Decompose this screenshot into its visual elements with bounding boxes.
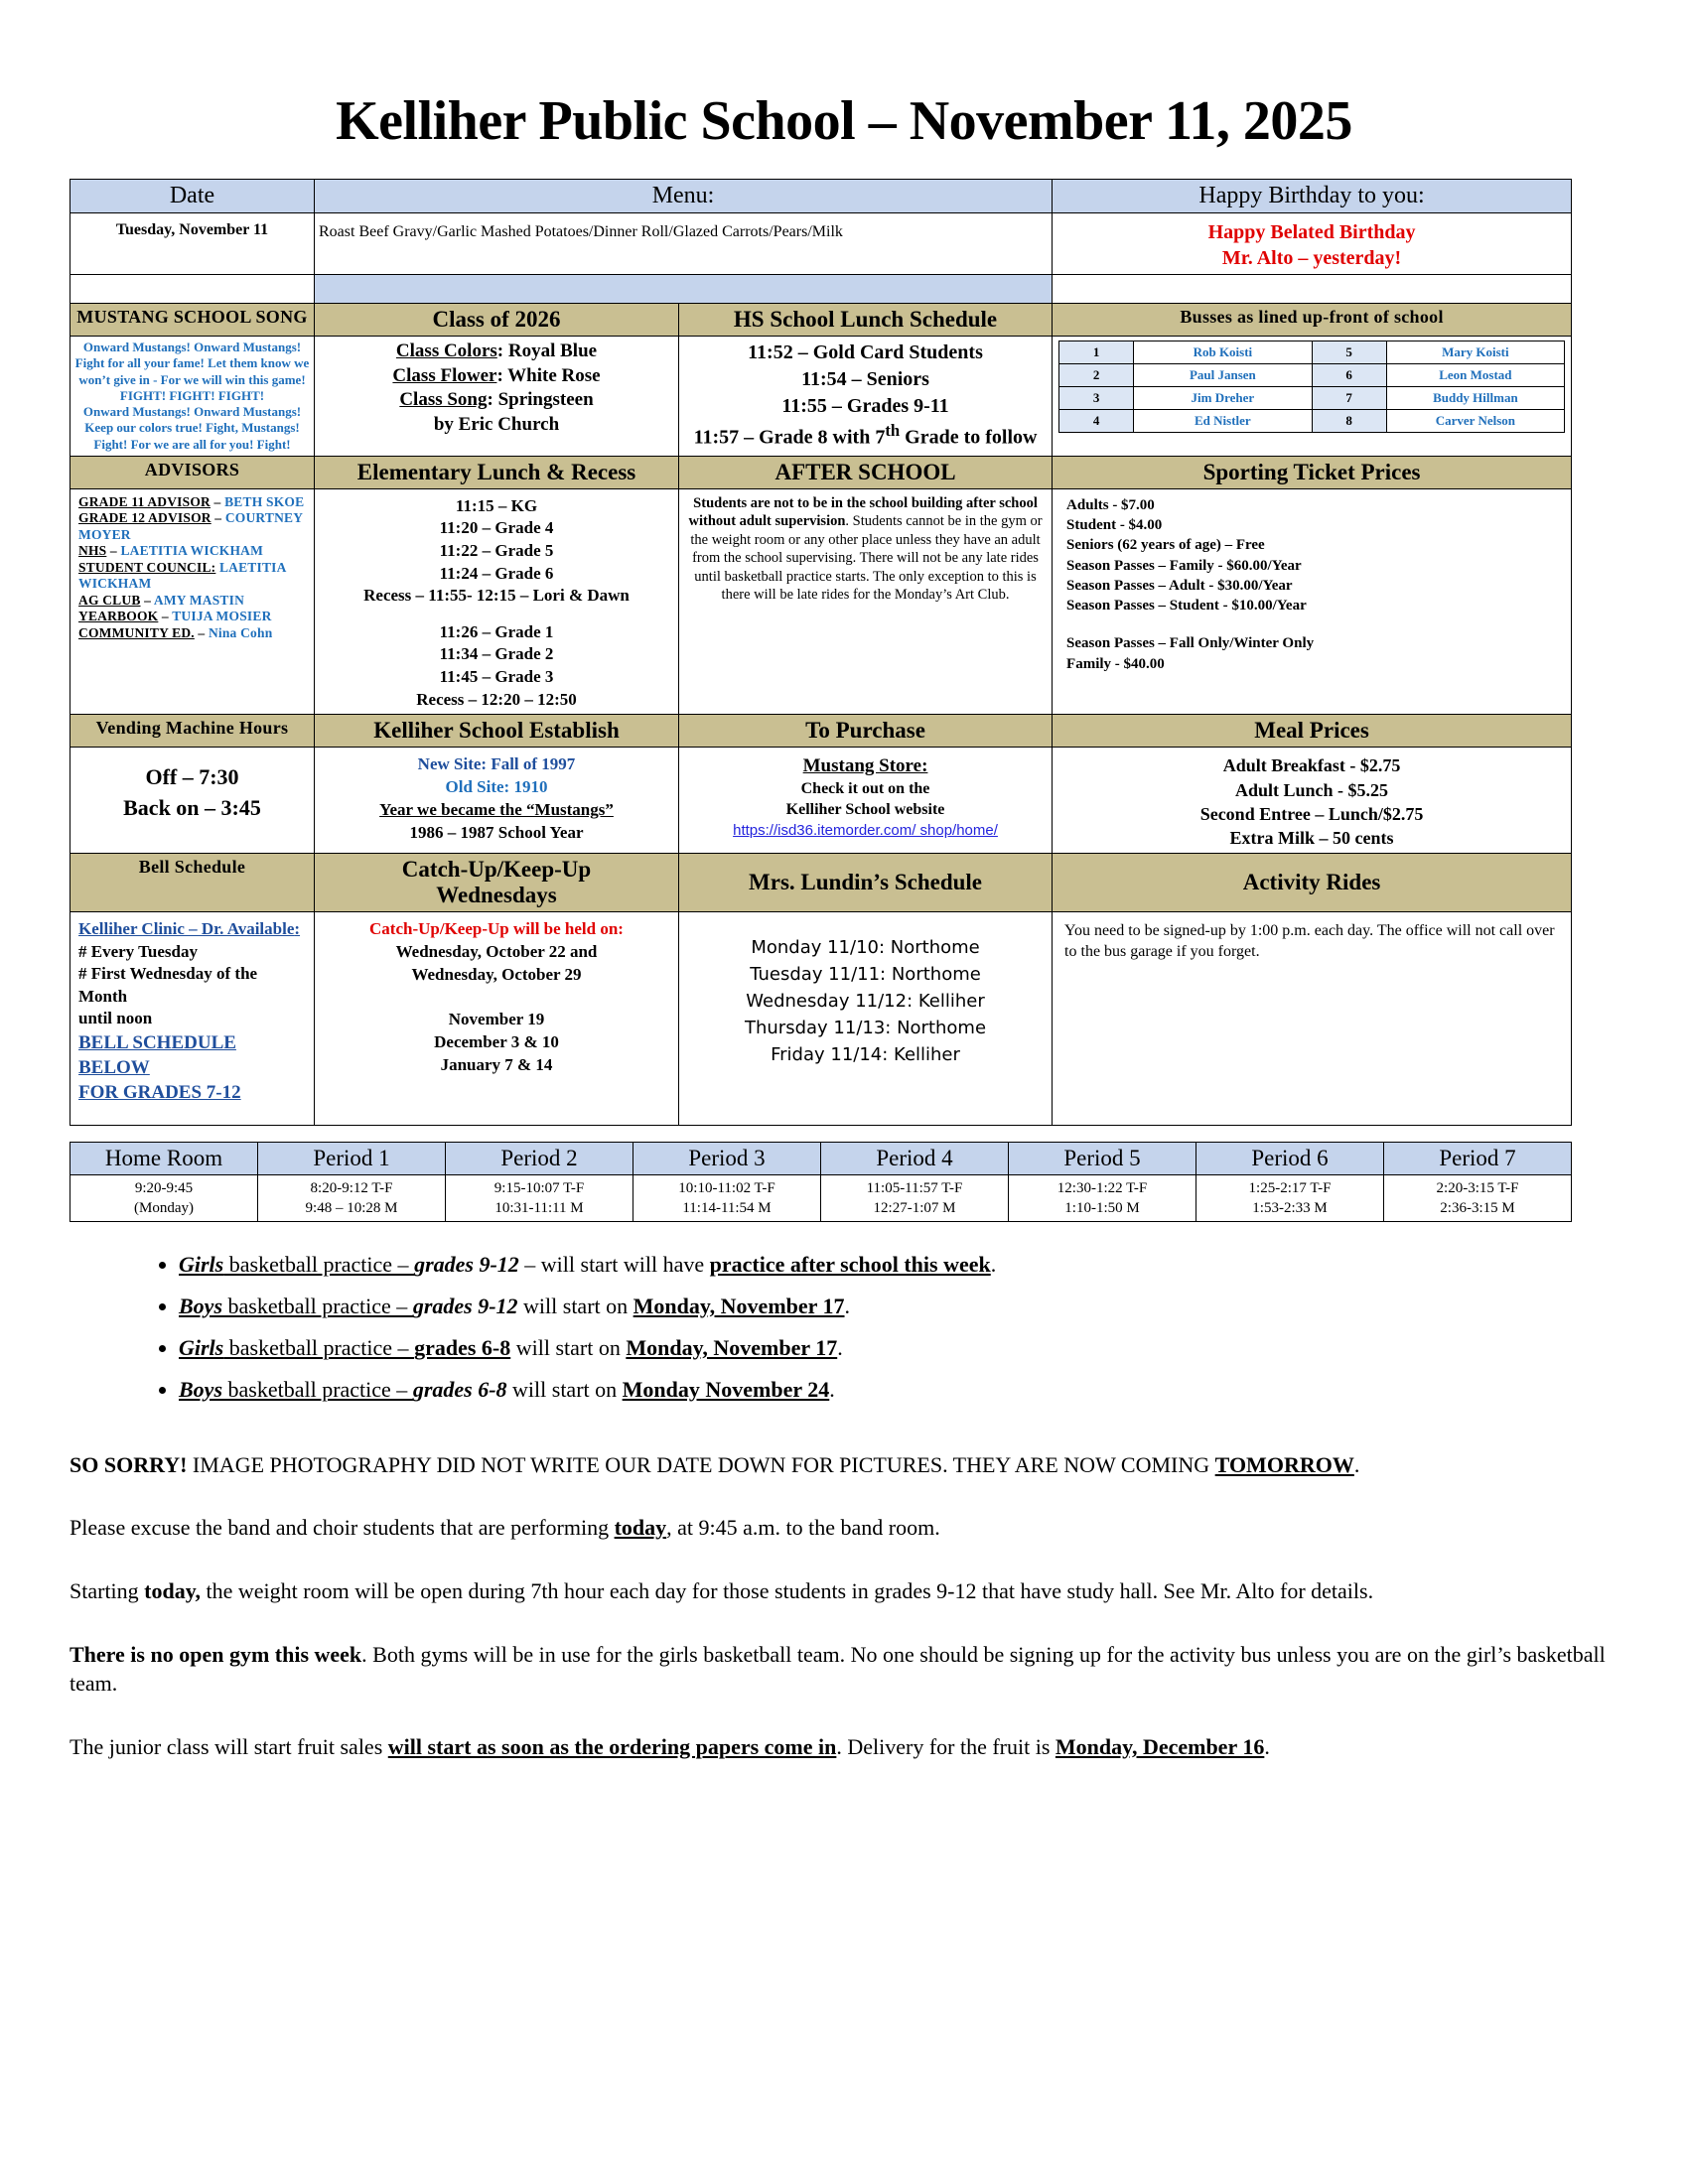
bullet-period: . [837,1334,843,1360]
elem-lunch-line: 11:15 – KG [455,495,538,515]
period-time-m: (Monday) [134,1200,194,1217]
paragraph-band-choir [70,1513,1618,1543]
basketball-bullet-list [70,1244,1618,1410]
bullet-gender: Boys [179,1376,222,1402]
elem-recess-line: Recess – 11:55- 12:15 – Lori & Dawn [363,586,630,606]
meal-price-line: Second Entree – Lunch/$2.75 [1199,803,1424,824]
meal-price-line: Extra Milk – 50 cents [1229,828,1394,849]
after-school-rest: . Students cannot be in the gym or the weight room or any other place unless they have an adult from the school supervising. There will not be any late rides until basketball practice starts. The only exception to this is there will be late rides for the Monday’s Art Club. [690,513,1043,604]
p3-b: the weight room will be open during 7th hour each day for those students in grades 9-12 that have study hall. See Mr. Alto for details. [201,1577,1374,1603]
meal-prices-header: Meal Prices [1053,715,1572,748]
advisors-header: ADVISORS [70,456,315,488]
activity-rides-cell [1053,912,1572,1125]
elem-lunch-line: 11:20 – Grade 4 [439,518,554,538]
period-time-tf: 11:05-11:57 T-F [866,1179,963,1196]
bus-number: 7 [1312,387,1386,410]
sporting-prices-header: Sporting Ticket Prices [1053,456,1572,488]
p2-b: , at 9:45 a.m. to the band room. [666,1515,940,1541]
mustang-song-cell [70,337,315,457]
bullet-emphasis: practice after school this week [709,1252,991,1278]
elementary-lunch-cell [315,488,679,714]
elem-lunch-line: 11:24 – Grade 6 [439,563,554,583]
bullet-period: . [990,1252,997,1278]
price-gap [1056,615,1567,633]
class-flower-label: Class Flower [392,364,497,386]
bus-number: 1 [1059,341,1134,364]
hs-lunch-line-2: 11:54 – Seniors [801,368,929,390]
date-value: Tuesday, November 11 [70,213,315,275]
bullet-text-d: – will start will have [518,1252,710,1278]
advisor-name: LAETITIA WICKHAM [78,559,286,592]
menu-header: Menu: [315,180,1053,213]
bullet-text-d: will start on [510,1334,627,1360]
section-header-row-1 [70,304,1572,337]
vending-back-line: Back on – 3:45 [123,795,261,821]
bullet-grades: grades 6-8 [412,1376,507,1402]
catch-up-date: Wednesday, October 22 and [395,942,598,962]
period-header: Period 2 [446,1142,633,1174]
song-line-6: Keep our colors true! Fight, Mustangs! [84,420,300,436]
song-line-3: won’t give in - For we will win this game! [78,371,306,387]
song-line-5: Onward Mustangs! Onward Mustangs! [82,404,302,419]
class-flower-value: : White Rose [496,364,601,386]
busses-table [1058,341,1565,433]
p3-a: Starting [70,1577,145,1603]
bus-driver: Buddy Hillman [1386,387,1564,410]
advisor-role: YEARBOOK [78,609,159,624]
sporting-prices-cell [1053,488,1572,714]
mustang-store-label: Mustang Store: [802,755,928,777]
elem-lunch-line: 11:34 – Grade 2 [439,644,554,664]
bell-schedule-header: Bell Schedule [70,854,315,912]
period-header: Home Room [70,1142,258,1174]
advisor-item [78,593,310,609]
birthday-line-1: Happy Belated Birthday [1207,221,1416,243]
advisor-item [78,609,310,624]
elem-lunch-line: 11:45 – Grade 3 [439,667,554,687]
purchase-line-1: Check it out on the [800,780,930,798]
advisor-name: TUIJA MOSIER [172,609,272,624]
section-content-row-2 [70,488,1572,714]
section-content-row-4 [70,912,1572,1125]
p3-bold: today, [144,1577,202,1603]
advisors-cell [70,488,315,714]
activity-rides-header: Activity Rides [1053,854,1572,912]
to-purchase-header: To Purchase [679,715,1053,748]
bell-below-line-1: BELL SCHEDULE BELOW [78,1031,236,1078]
lundin-row: Tuesday 11/11: Northome [750,964,981,986]
class-colors-line [319,340,674,364]
bullet-gender: Boys [179,1294,222,1319]
hs-lunch-line-4a: 11:57 – Grade 8 with 7 [693,426,886,449]
price-line: Season Passes – Fall Only/Winter Only [1066,635,1315,652]
bus-row [1059,341,1565,364]
catch-up-header-line-1: Catch-Up/Keep-Up [401,857,592,883]
mustangs-year-value: 1986 – 1987 School Year [409,823,584,843]
advisor-role: NHS [78,543,107,559]
advisor-name: Nina Cohn [208,624,273,640]
birthday-header: Happy Birthday to you: [1053,180,1572,213]
song-line-1: Onward Mustangs! Onward Mustangs! [82,340,302,354]
period-times-row [70,1174,1572,1222]
mustangs-year-label: Year we became the “Mustangs” [379,800,614,820]
lundin-row: Monday 11/10: Northome [751,937,980,959]
song-line-2: Fight for all your fame! Let them know we [74,355,310,371]
purchase-line-2: Kelliher School website [785,801,945,819]
price-line: Season Passes – Adult - $30.00/Year [1066,577,1293,594]
list-item [179,1286,1618,1327]
bullet-text-b: basketball practice – [223,1252,415,1278]
bell-schedule-cell [70,912,315,1125]
catch-up-date: January 7 & 14 [440,1055,553,1075]
section-header-row-2 [70,456,1572,488]
spacer-row [70,275,1572,304]
p2-bold: today [614,1515,667,1541]
period-time-m: 2:36-3:15 M [1440,1200,1515,1217]
mustang-song-header: MUSTANG SCHOOL SONG [70,304,315,337]
busses-header: Busses as lined up-front of school [1053,304,1572,337]
meal-price-line: Adult Lunch - $5.25 [1235,779,1389,800]
period-schedule-table [70,1142,1572,1223]
after-school-text [687,494,1044,605]
price-line: Season Passes – Student - $10.00/Year [1066,598,1307,614]
bus-row [1059,387,1565,410]
new-site-line: New Site: Fall of 1997 [417,754,576,774]
period-header: Period 6 [1196,1142,1384,1174]
period-time-cell [821,1174,1009,1222]
bus-number: 4 [1059,410,1134,433]
bus-number: 6 [1312,364,1386,387]
paragraph-photography [70,1450,1618,1480]
bullet-text-d: will start on [506,1376,623,1402]
class-song-line [319,388,674,413]
hs-lunch-cell [679,337,1053,457]
bus-driver: Carver Nelson [1386,410,1564,433]
clinic-line-3: until noon [78,1009,153,1028]
period-time-cell [1196,1174,1384,1222]
meal-prices-cell [1053,748,1572,854]
period-header: Period 7 [1384,1142,1572,1174]
advisor-item [78,543,310,559]
advisor-role: AG CLUB [78,592,141,608]
price-line: Season Passes – Family - $60.00/Year [1066,557,1302,574]
after-school-bold: Students are not to be in the school building after school without adult supervision [688,494,1038,530]
class-colors-label: Class Colors [395,341,497,361]
advisor-item [78,625,310,641]
bullet-grades: grades 9-12 [414,1252,519,1278]
bullet-gender: Girls [179,1252,224,1278]
class-2026-cell [315,337,679,457]
birthday-line-2: Mr. Alto – yesterday! [1221,247,1402,269]
bullet-text-b: basketball practice – [222,1294,413,1319]
lundin-row: Thursday 11/13: Northome [745,1018,987,1039]
class-song-value: : Springsteen [487,389,594,411]
hs-lunch-line-3: 11:55 – Grades 9-11 [781,395,949,417]
advisor-name: COURTNEY MOYER [78,510,303,542]
song-line-7: Fight! For we are all for you! Fight! [93,436,291,452]
hs-lunch-header: HS School Lunch Schedule [679,304,1053,337]
menu-value: Roast Beef Gravy/Garlic Mashed Potatoes/Dinner Roll/Glazed Carrots/Pears/Milk [315,213,1053,275]
bullet-emphasis: Monday, November 17 [626,1334,838,1360]
period-time-m: 12:27-1:07 M [873,1200,956,1217]
period-time-cell [70,1174,258,1222]
period-time-tf: 1:25-2:17 T-F [1248,1179,1332,1196]
paragraph-fruit-sales [70,1732,1618,1762]
bullet-gender: Girls [179,1334,224,1360]
bullet-text-b: basketball practice – [222,1376,413,1402]
period-time-tf: 10:10-11:02 T-F [678,1179,775,1196]
bell-below-line-2: FOR GRADES 7-12 [78,1081,241,1103]
period-time-m: 1:10-1:50 M [1064,1200,1140,1217]
price-line: Seniors (62 years of age) – Free [1066,537,1265,554]
clinic-label-colon: : [294,919,301,939]
p4-b: . Both gyms will be in use for the girls basketball team. No one should be signing up for the activity bus unless you are on the girl’s basketball team. [70,1641,1606,1697]
bullet-emphasis: Monday November 24 [622,1376,830,1402]
bullet-grades: grades 6-8 [414,1334,511,1360]
catch-up-date: November 19 [448,1010,545,1029]
class-song-artist: by Eric Church [433,414,560,436]
p5-end: . [1264,1733,1270,1759]
lundin-row: Friday 11/14: Kelliher [771,1044,960,1066]
period-time-cell [1384,1174,1572,1222]
bullet-text-b: basketball practice – [223,1334,415,1360]
catch-up-header-line-2: Wednesdays [436,883,557,908]
after-school-header: AFTER SCHOOL [679,456,1053,488]
p5-bold: will start as soon as the ordering papers come in [387,1733,837,1759]
advisor-name: AMY MASTIN [153,592,245,608]
class-colors-value: : Royal Blue [496,341,598,361]
period-time-tf: 2:20-3:15 T-F [1436,1179,1519,1196]
paragraph-weight-room [70,1576,1618,1606]
old-site-line: Old Site: 1910 [445,777,548,797]
period-time-tf: 8:20-9:12 T-F [310,1179,393,1196]
class-song-label: Class Song [399,389,488,411]
section-content-row-3 [70,748,1572,854]
advisor-sep: – [194,624,209,640]
bullet-period: . [844,1294,851,1319]
class-2026-header: Class of 2026 [315,304,679,337]
main-info-table [70,179,1572,1126]
after-school-cell [679,488,1053,714]
p1-underline: TOMORROW [1214,1451,1354,1477]
period-time-tf: 9:20-9:45 [134,1179,194,1196]
clinic-line-1: # Every Tuesday [78,941,198,961]
p1-mid: IMAGE PHOTOGRAPHY DID NOT WRITE OUR DATE DOWN FOR PICTURES. THEY ARE NOW COMING [187,1451,1215,1477]
vending-cell [70,748,315,854]
p5-bold-2: Monday, December 16 [1055,1733,1265,1759]
section-header-row-4 [70,854,1572,912]
catch-up-date: December 3 & 10 [434,1032,559,1052]
advisor-name: BETH SKOE [224,493,305,509]
price-line: Adults - $7.00 [1066,496,1155,513]
date-header: Date [70,180,315,213]
p1-end: . [1353,1451,1360,1477]
advisor-sep: – [158,609,173,624]
period-time-m: 9:48 – 10:28 M [305,1200,398,1217]
table-row-values [70,213,1572,275]
section-content-row-1 [70,337,1572,457]
bullet-text-d: will start on [517,1294,633,1319]
song-line-4: FIGHT! FIGHT! FIGHT! [119,387,265,403]
class-flower-line [319,364,674,389]
period-header: Period 4 [821,1142,1009,1174]
elementary-lunch-header: Elementary Lunch & Recess [315,456,679,488]
hs-lunch-line-4 [683,420,1048,452]
period-time-m: 1:53-2:33 M [1252,1200,1328,1217]
period-time-cell [446,1174,633,1222]
bus-row [1059,410,1565,433]
meal-price-line: Adult Breakfast - $2.75 [1222,755,1401,776]
advisor-role: GRADE 11 ADVISOR [78,493,211,509]
period-header: Period 3 [633,1142,821,1174]
price-line: Student - $4.00 [1066,517,1163,533]
table-row-header [70,180,1572,213]
spacer-cell-mid [315,275,1053,304]
advisor-item [78,494,310,510]
advisor-item [78,510,310,543]
advisor-sep: – [140,592,154,608]
hs-lunch-line-1: 11:52 – Gold Card Students [748,341,983,363]
advisor-role: COMMUNITY ED. [78,624,195,640]
elem-recess-line: Recess – 12:20 – 12:50 [416,689,577,709]
p1-bold: SO SORRY! [70,1451,188,1477]
advisor-sep: – [210,493,225,509]
catch-up-cell [315,912,679,1125]
vending-header: Vending Machine Hours [70,715,315,748]
paragraph-open-gym [70,1640,1618,1699]
advisor-role: GRADE 12 ADVISOR [78,510,211,526]
clinic-line-2: # First Wednesday of the Month [78,964,258,1006]
bus-driver: Paul Jansen [1134,364,1312,387]
price-line: Family - $40.00 [1066,655,1165,672]
period-time-tf: 12:30-1:22 T-F [1056,1179,1148,1196]
establish-cell [315,748,679,854]
bus-number: 3 [1059,387,1134,410]
hs-lunch-ordinal: th [885,421,901,440]
advisor-role: STUDENT COUNCIL: [78,559,216,575]
busses-cell [1053,337,1572,457]
bullet-period: . [829,1376,835,1402]
hs-lunch-line-4b: Grade to follow [900,426,1038,449]
activity-rides-text: You need to be signed-up by 1:00 p.m. each day. The office will not call over to the bus garage if you forget. [1064,922,1555,961]
spacer-cell-right [1053,275,1572,304]
section-header-row-3 [70,715,1572,748]
bus-number: 8 [1312,410,1386,433]
elem-lunch-line: 11:22 – Grade 5 [439,540,554,560]
advisor-name: LAETITIA WICKHAM [120,543,264,559]
bus-driver: Rob Koisti [1134,341,1312,364]
catch-up-red-line: Catch-Up/Keep-Up will be held on: [369,919,624,939]
mustang-store-link[interactable]: https://isd36.itemorder.com/ shop/home/ [733,821,998,839]
bus-number: 5 [1312,341,1386,364]
catch-up-date: Wednesday, October 29 [411,965,582,985]
period-header: Period 1 [258,1142,446,1174]
to-purchase-cell [679,748,1053,854]
bus-driver: Jim Dreher [1134,387,1312,410]
period-time-cell [633,1174,821,1222]
p4-bold: There is no open gym this week [70,1641,362,1667]
catch-up-gap [319,987,674,1009]
period-time-m: 10:31-11:11 M [494,1200,584,1217]
page-title: Kelliher Public School – November 11, 2025 [336,90,1352,152]
list-item [179,1244,1618,1286]
advisor-sep: – [211,510,225,526]
bus-number: 2 [1059,364,1134,387]
p5-a: The junior class will start fruit sales [70,1733,388,1759]
bus-driver: Mary Koisti [1386,341,1564,364]
lundin-row: Wednesday 11/12: Kelliher [746,991,985,1013]
advisor-item [78,560,310,593]
bullet-grades: grades 9-12 [412,1294,518,1319]
lundin-cell [679,912,1053,1125]
list-item [179,1327,1618,1369]
period-time-cell [258,1174,446,1222]
bus-driver: Leon Mostad [1386,364,1564,387]
establish-header: Kelliher School Establish [315,715,679,748]
bus-row [1059,364,1565,387]
list-item [179,1369,1618,1411]
elem-lunch-gap [319,608,674,621]
elem-lunch-line: 11:26 – Grade 1 [439,621,554,641]
p5-b: . Delivery for the fruit is [836,1733,1055,1759]
period-time-tf: 9:15-10:07 T-F [493,1179,585,1196]
clinic-label-text: Kelliher Clinic – Dr. Available [78,919,295,939]
clinic-label [78,918,308,940]
period-header-row [70,1142,1572,1174]
bus-driver: Ed Nistler [1134,410,1312,433]
period-header: Period 5 [1009,1142,1196,1174]
spacer-cell-left [70,275,315,304]
period-time-cell [1009,1174,1196,1222]
advisor-sep: – [106,543,121,559]
p2-a: Please excuse the band and choir students that are performing [70,1515,615,1541]
bullet-emphasis: Monday, November 17 [633,1294,845,1319]
catch-up-header [315,854,679,912]
lundin-header: Mrs. Lundin’s Schedule [679,854,1053,912]
birthday-value [1053,213,1572,275]
vending-off-line: Off – 7:30 [145,764,239,790]
period-time-m: 11:14-11:54 M [682,1200,772,1217]
